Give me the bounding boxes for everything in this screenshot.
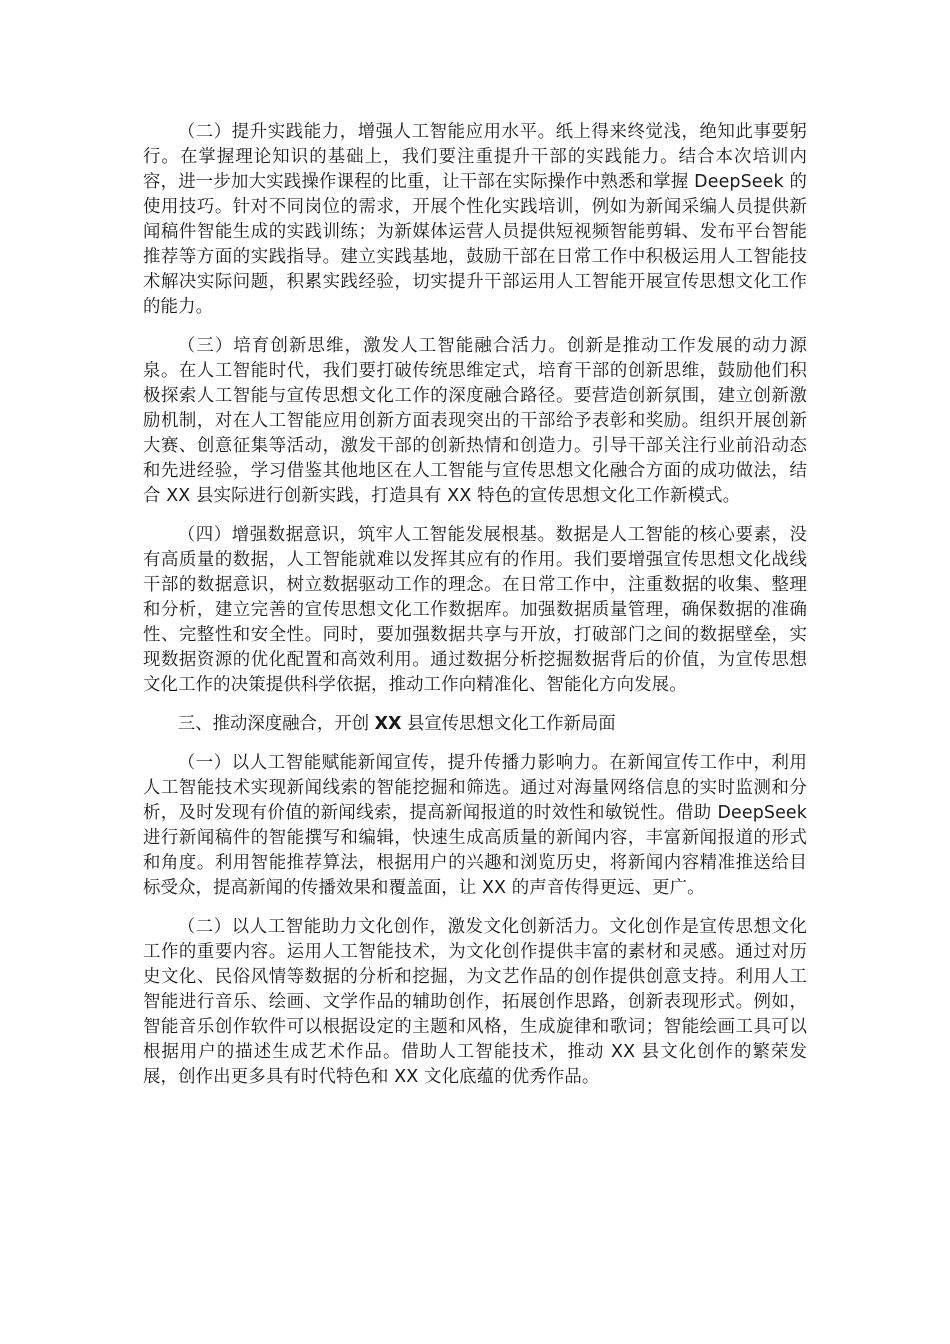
paragraph-news-publicity: （一）以人工智能赋能新闻宣传，提升传播力影响力。在新闻宣传工作中，利用人工智能技术实现新闻线索的智能挖掘和筛选。通过对海量网络信息的实时监测和分析，及时发现有价值的新闻线索，提高新闻报道的时效性和敏锐性。借助 DeepSeek 进行新闻稿件的智能撰写和编辑，快速生成高质量的新闻内容，丰富新闻报道的形式和角度。利用智能推荐算法，根据用户的兴趣和浏览历史，将新闻内容精准推送给目标受众，提高新闻的传播效果和覆盖面，让 XX 的声音传得更远、更广。	[143, 753, 807, 898]
heading-prefix: 三、推动深度融合，开创	[177, 714, 375, 734]
paragraph-innovation-thinking: （三）培育创新思维，激发人工智能融合活力。创新是推动工作发展的动力源泉。在人工智能时代，我们要打破传统思维定式，培育干部的创新思维，鼓励他们积极探索人工智能与宣传思想文化工作的深度融合路径。要营造创新氛围，建立创新激励机制，对在人工智能应用创新方面表现突出的干部给予表彰和奖励。组织开展创新大赛、创意征集等活动，激发干部的创新热情和创造力。引导干部关注行业前沿动态和先进经验，学习借鉴其他地区在人工智能与宣传思想文化融合方面的成功做法，结合 XX 县实际进行创新实践，打造具有 XX 特色的宣传思想文化工作新模式。	[143, 336, 807, 506]
paragraph-practice-ability: （二）提升实践能力，增强人工智能应用水平。纸上得来终觉浅，绝知此事要躬行。在掌握理论知识的基础上，我们要注重提升干部的实践能力。结合本次培训内容，进一步加大实践操作课程的比重，让干部在实际操作中熟悉和掌握 DeepSeek 的使用技巧。针对不同岗位的需求，开展个性化实践培训，例如为新闻采编人员提供新闻稿件智能生成的实践训练；为新媒体运营人员提供短视频智能剪辑、发布平台智能推荐等方面的实践指导。建立实践基地，鼓励干部在日常工作中积极运用人工智能技术解决实际问题，积累实践经验，切实提升干部运用人工智能开展宣传思想文化工作的能力。	[143, 122, 807, 317]
section-heading-three	[143, 712, 807, 737]
document-page	[143, 120, 807, 1104]
paragraph-data-awareness: （四）增强数据意识，筑牢人工智能发展根基。数据是人工智能的核心要素，没有高质量的数据，人工智能就难以发挥其应有的作用。我们要增强宣传思想文化战线干部的数据意识，树立数据驱动工作的理念。在日常工作中，注重数据的收集、整理和分析，建立完善的宣传思想文化工作数据库。加强数据质量管理，确保数据的准确性、完整性和安全性。同时，要加强数据共享与开放，打破部门之间的数据壁垒，实现数据资源的优化配置和高效利用。通过数据分析挖掘数据背后的价值，为宣传思想文化工作的决策提供科学依据，推动工作向精准化、智能化方向发展。	[143, 525, 807, 695]
paragraph-cultural-creation: （二）以人工智能助力文化创作，激发文化创新活力。文化创作是宣传思想文化工作的重要内容。运用人工智能技术，为文化创作提供丰富的素材和灵感。通过对历史文化、民俗风情等数据的分析和挖掘，为文艺作品的创作提供创意支持。利用人工智能进行音乐、绘画、文学作品的辅助创作，拓展创作思路，创新表现形式。例如，智能音乐创作软件可以根据设定的主题和风格，生成旋律和歌词；智能绘画工具可以根据用户的描述生成艺术作品。借助人工智能技术，推动 XX 县文化创作的繁荣发展，创作出更多具有时代特色和 XX 文化底蕴的优秀作品。	[143, 917, 807, 1087]
heading-suffix: 县宣传思想文化工作新局面	[401, 714, 616, 734]
heading-bold-xx: XX	[374, 714, 402, 734]
